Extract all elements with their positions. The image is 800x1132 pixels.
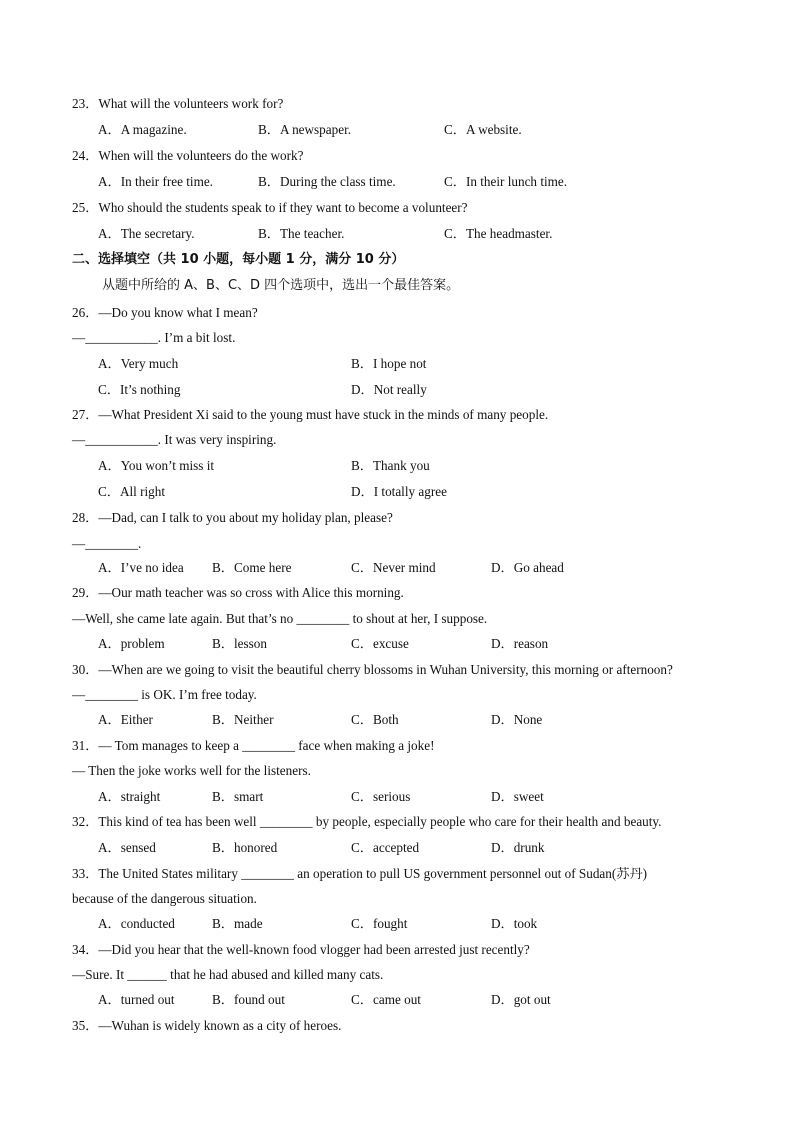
question-28-line-2: —________. (72, 536, 142, 551)
question-34-line-2: —Sure. It ______ that he had abused and killed many cats. (72, 967, 384, 982)
option-c: C．excuse (351, 636, 409, 651)
option-b: B．Thank you (351, 458, 430, 473)
question-26-line-1: 26．—Do you know what I mean? (72, 305, 258, 320)
question-29-line-2: —Well, she came late again. But that’s no ________ to shout at her, I suppose. (72, 611, 488, 626)
option-b: B．made (212, 916, 263, 931)
option-d: D．took (491, 916, 538, 931)
option-b: B．The teacher. (258, 226, 345, 241)
option-c: C．Never mind (351, 560, 436, 575)
question-30-line-1: 30．—When are we going to visit the beautiful cherry blossoms in Wuhan University, this morning or afternoon? (72, 662, 673, 677)
option-b: B．Neither (212, 712, 274, 727)
option-d: D．got out (491, 992, 551, 1007)
question-34-line-1: 34．—Did you hear that the well-known food vlogger had been arrested just recently? (72, 942, 530, 957)
option-a: A．In their free time. (98, 174, 213, 189)
question-23-stem: 23．What will the volunteers work for? (72, 96, 284, 111)
option-c: C．fought (351, 916, 408, 931)
question-32-line-1: 32．This kind of tea has been well ________ by people, especially people who care for their health and beauty. (72, 814, 662, 829)
option-c: C．accepted (351, 840, 420, 855)
option-a: A．sensed (98, 840, 156, 855)
option-c: C．All right (98, 484, 166, 499)
option-a: A．A magazine. (98, 122, 187, 137)
option-b: B．smart (212, 789, 264, 804)
question-31-line-1: 31．— Tom manages to keep a ________ face when making a joke! (72, 738, 435, 753)
option-d: D．Not really (351, 382, 427, 397)
option-c: C．It’s nothing (98, 382, 181, 397)
option-c: C．In their lunch time. (444, 174, 568, 189)
question-29-line-1: 29．—Our math teacher was so cross with Alice this morning. (72, 585, 404, 600)
option-a: A．Either (98, 712, 153, 727)
question-35-line-1: 35．—Wuhan is widely known as a city of heroes. (72, 1018, 342, 1033)
option-b: B．Come here (212, 560, 292, 575)
option-d: D．drunk (491, 840, 545, 855)
question-24-stem: 24．When will the volunteers do the work? (72, 148, 304, 163)
option-b: B．lesson (212, 636, 267, 651)
option-c: C．A website. (444, 122, 522, 137)
option-c: C．came out (351, 992, 421, 1007)
option-d: D．reason (491, 636, 549, 651)
option-a: A．problem (98, 636, 165, 651)
option-c: C．The headmaster. (444, 226, 553, 241)
option-a: A．I’ve no idea (98, 560, 184, 575)
option-d: D．I totally agree (351, 484, 447, 499)
option-c: C．serious (351, 789, 411, 804)
option-a: A．turned out (98, 992, 175, 1007)
option-d: D．sweet (491, 789, 544, 804)
option-d: D．None (491, 712, 543, 727)
question-33-line-2: because of the dangerous situation. (72, 891, 257, 906)
section-instruction: 从题中所给的 A、B、C、D 四个选项中，选出一个最佳答案。 (102, 278, 460, 293)
question-27-line-2: —___________. It was very inspiring. (72, 432, 277, 447)
option-c: C．Both (351, 712, 399, 727)
question-33-line-1: 33．The United States military ________ an operation to pull US government personnel out of Sudan(苏丹) (72, 866, 648, 881)
question-30-line-2: —________ is OK. I’m free today. (72, 687, 257, 702)
option-a: A．straight (98, 789, 161, 804)
option-b: B．honored (212, 840, 278, 855)
option-a: A．The secretary. (98, 226, 195, 241)
section-title: 二、选择填空（共 10 小题，每小题 1 分，满分 10 分） (72, 252, 405, 267)
option-a: A．conducted (98, 916, 175, 931)
option-a: A．You won’t miss it (98, 458, 215, 473)
question-26-line-2: —___________. I’m a bit lost. (72, 330, 236, 345)
question-25-stem: 25．Who should the students speak to if they want to become a volunteer? (72, 200, 468, 215)
question-31-line-2: — Then the joke works well for the listeners. (72, 763, 311, 778)
question-28-line-1: 28．—Dad, can I talk to you about my holiday plan, please? (72, 510, 393, 525)
option-b: B．I hope not (351, 356, 427, 371)
question-27-line-1: 27．—What President Xi said to the young must have stuck in the minds of many people. (72, 407, 549, 422)
option-d: D．Go ahead (491, 560, 564, 575)
option-b: B．During the class time. (258, 174, 396, 189)
option-a: A．Very much (98, 356, 179, 371)
option-b: B．found out (212, 992, 285, 1007)
option-b: B．A newspaper. (258, 122, 352, 137)
